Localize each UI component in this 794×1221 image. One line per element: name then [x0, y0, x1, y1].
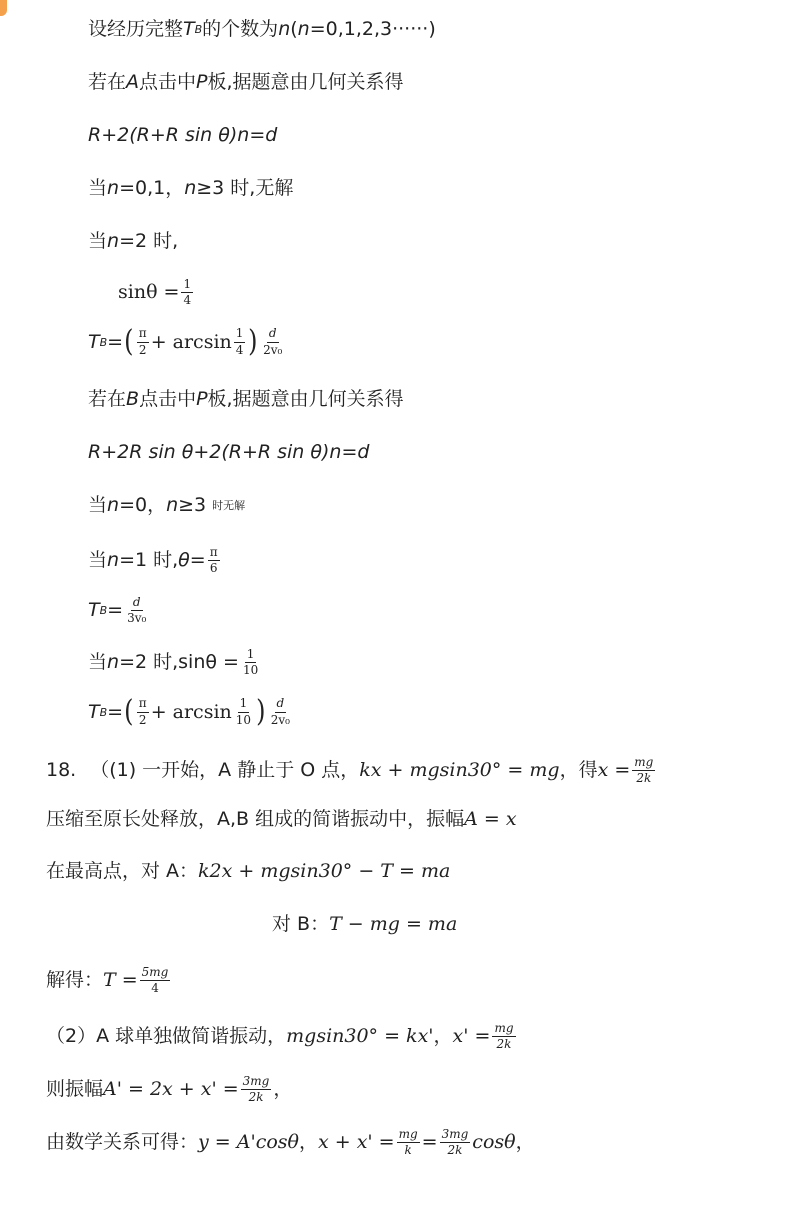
text: 对 B： [272, 913, 330, 935]
text: 当 [88, 494, 108, 516]
var-T: T [88, 330, 100, 353]
line-n2-case [88, 232, 178, 251]
var-A: A [126, 71, 140, 93]
text: ， [273, 1078, 293, 1101]
line-q18-part1 [46, 756, 657, 785]
numerator: mg [397, 1128, 420, 1143]
text: 则振幅 [46, 1078, 104, 1101]
equation: A = x [464, 808, 517, 830]
denominator: 2v₀ [270, 712, 290, 727]
numerator: d [267, 327, 279, 342]
equation-tb-1 [88, 324, 286, 359]
sub-B: B [99, 335, 108, 349]
var-n: n [107, 177, 120, 199]
fraction [137, 327, 149, 356]
text: ， [515, 1131, 535, 1154]
corner-mark [0, 0, 7, 16]
line-hit-a [88, 73, 404, 92]
text: 若在 [88, 71, 127, 93]
numerator: π [208, 546, 220, 561]
numerator: mg [632, 756, 655, 771]
text: 设经历完整 [88, 18, 184, 40]
equation: mgsin30° = kx' [286, 1025, 434, 1048]
numerator: 1 [245, 648, 257, 663]
text: ，得 [559, 759, 598, 782]
var-T: T [88, 599, 100, 622]
line-n-count [88, 20, 436, 39]
line-no-solution-2 [88, 496, 245, 515]
fraction [137, 697, 149, 726]
var-theta: θ= [178, 549, 206, 572]
text: =2 时,sinθ = [119, 651, 239, 674]
text: （(1) 一开始，A 静止于 O 点， [90, 759, 360, 782]
paren: ( [124, 324, 134, 359]
denominator: 2 [138, 342, 147, 357]
text: 当 [88, 549, 108, 572]
denominator: 2k [496, 1037, 512, 1052]
fraction [492, 1022, 515, 1051]
fraction [397, 1128, 420, 1157]
text: ≥3 时,无解 [196, 177, 294, 199]
numerator: d [275, 697, 287, 712]
text: ， [433, 1025, 453, 1048]
line-amplitude-a-prime [46, 1075, 292, 1104]
equation: T − mg = ma [329, 913, 458, 935]
text: =0， [119, 494, 167, 516]
text: 点击中 [139, 71, 197, 93]
fraction [440, 1128, 471, 1157]
line-amplitude-a [46, 810, 517, 829]
var-n: n [166, 494, 179, 516]
denominator: 2k [248, 1090, 264, 1105]
denominator: 2k [636, 771, 652, 786]
text: 当 [88, 651, 108, 674]
text: 当 [88, 230, 108, 252]
text: ≥3 [178, 494, 207, 516]
equation: R+2(R+R sin θ)n=d [88, 124, 278, 146]
fraction [140, 966, 171, 995]
text: 的个数为 [202, 18, 279, 40]
fraction [125, 596, 148, 625]
var-n: n [107, 549, 120, 572]
equation-geometry-a [88, 126, 277, 145]
denominator: 10 [235, 712, 252, 727]
denominator: 4 [235, 342, 244, 357]
var-n: n [107, 651, 120, 674]
fraction [261, 327, 284, 356]
equation: kx + mgsin30° = mg [359, 759, 560, 782]
denominator: 6 [209, 561, 218, 576]
var-n: n [278, 18, 291, 40]
denominator: 2 [138, 712, 147, 727]
equation-tb-2 [88, 596, 150, 625]
text: ， [298, 1131, 318, 1154]
line-n2-case-b [88, 648, 262, 677]
var-T: T [183, 18, 195, 40]
line-math-relation [46, 1128, 535, 1157]
numerator: π [137, 327, 149, 342]
text: 在最高点，对 A： [46, 860, 199, 882]
var-B: B [126, 388, 140, 410]
denominator: k [404, 1143, 412, 1158]
text: = [107, 700, 124, 723]
text: =1 时, [119, 549, 179, 572]
text: + arcsin [150, 330, 232, 353]
text: 当 [88, 177, 108, 199]
fraction [241, 1075, 272, 1104]
text: 板,据题意由几何关系得 [207, 71, 404, 93]
text: = [107, 330, 124, 353]
fraction [632, 756, 655, 785]
var-n: n [297, 18, 310, 40]
equation-sin-quarter [118, 278, 195, 307]
denominator: 4 [183, 293, 192, 308]
sub-B: B [99, 604, 108, 618]
numerator: mg [492, 1022, 515, 1037]
numerator: 1 [234, 327, 246, 342]
numerator: 3mg [440, 1128, 471, 1143]
fraction [208, 546, 220, 575]
equation: sinθ = [118, 281, 180, 304]
text: 压缩至原长处释放，A,B 组成的简谐振动中，振幅 [46, 808, 465, 830]
denominator: 4 [151, 981, 159, 996]
text: =0,1， [119, 177, 185, 199]
text: （2）A 球单独做简谐振动， [46, 1025, 287, 1048]
sub-B: B [99, 705, 108, 719]
equation: k2x + mgsin30° − T = ma [198, 860, 451, 882]
text: 点击中 [139, 388, 197, 410]
numerator: d [131, 596, 143, 611]
text: 板,据题意由几何关系得 [207, 388, 404, 410]
var-P: P [196, 388, 208, 410]
text: 若在 [88, 388, 127, 410]
denominator: 2v₀ [263, 342, 283, 357]
numerator: 5mg [140, 966, 171, 981]
denominator: 3v₀ [127, 611, 147, 626]
line-q18-part2 [46, 1022, 518, 1051]
sub-B: B [194, 23, 203, 36]
equation-tb-3 [88, 694, 294, 729]
denominator: 10 [242, 663, 259, 678]
var-n: n [107, 494, 120, 516]
line-hit-b [88, 390, 404, 409]
paren: ) [256, 694, 266, 729]
equation: T = [103, 969, 138, 992]
fraction [241, 648, 260, 677]
equation-geometry-b [88, 443, 369, 462]
fraction [269, 697, 292, 726]
numerator: 1 [181, 278, 193, 293]
var-P: P [196, 71, 208, 93]
text: = [107, 599, 124, 622]
text: =2 时, [119, 230, 179, 252]
line-n1-case [88, 546, 222, 575]
fraction [234, 697, 253, 726]
paren: ) [248, 324, 258, 359]
var-n: n [184, 177, 197, 199]
equation: A' = 2x + x' = [103, 1078, 239, 1101]
text: + arcsin [150, 700, 232, 723]
equation: x' = [452, 1025, 491, 1048]
numerator: π [137, 697, 149, 712]
equation: cosθ [472, 1131, 516, 1154]
paren: ( [124, 694, 134, 729]
line-no-solution-1 [88, 179, 293, 198]
equation: = [421, 1131, 438, 1154]
question-number: 18. [46, 759, 77, 782]
text: ( [290, 18, 298, 40]
equation: R+2R sin θ+2(R+R sin θ)n=d [88, 441, 370, 463]
fraction [234, 327, 246, 356]
line-highest-point-a [46, 862, 450, 881]
text: 由数学关系可得： [46, 1131, 199, 1154]
text: 时无解 [212, 499, 246, 512]
equation: x + x' = [317, 1131, 395, 1154]
text: 解得： [46, 969, 104, 992]
var-T: T [88, 700, 100, 723]
equation: x = [597, 759, 631, 782]
line-solve-t [46, 966, 172, 995]
numerator: 1 [238, 697, 250, 712]
var-n: n [107, 230, 120, 252]
text: =0,1,2,3······) [309, 18, 436, 40]
equation: y = A'cosθ [198, 1131, 299, 1154]
fraction [181, 278, 193, 307]
denominator: 2k [447, 1143, 463, 1158]
numerator: 3mg [241, 1075, 272, 1090]
line-for-b [272, 915, 457, 934]
